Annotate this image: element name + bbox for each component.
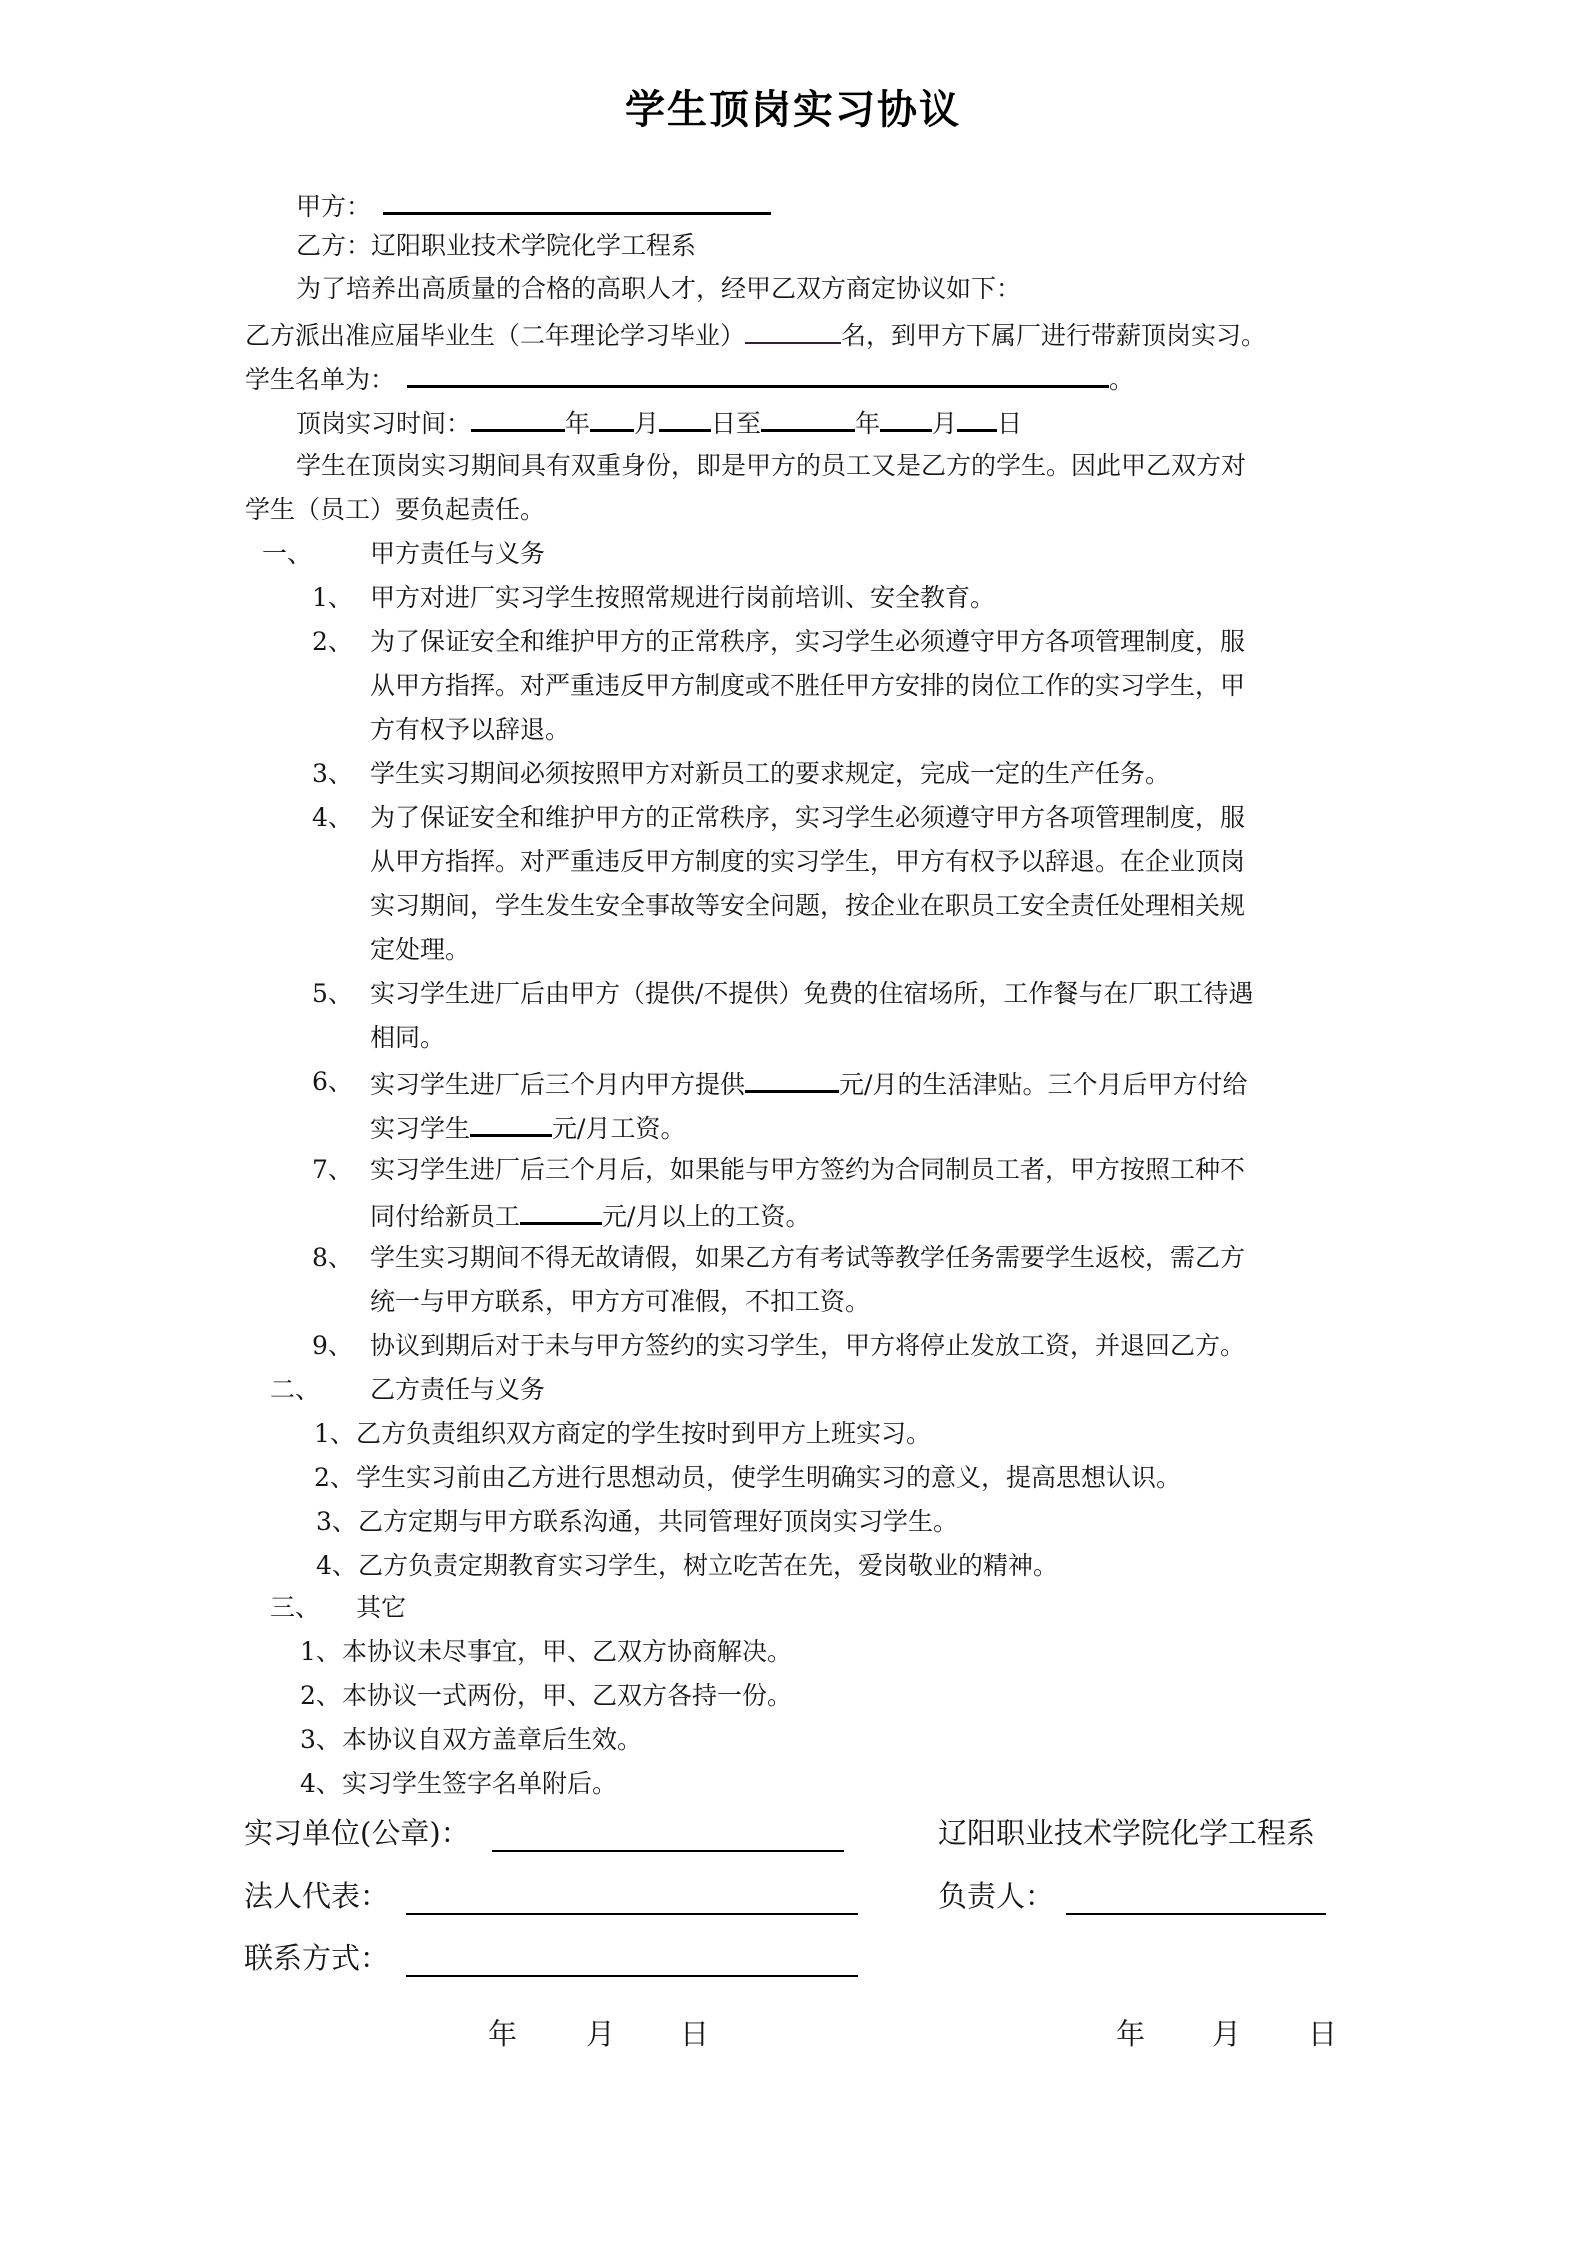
item-number: 5、 xyxy=(312,979,353,1008)
item-number: 4、 xyxy=(300,1769,341,1798)
start-year-blank[interactable] xyxy=(471,405,565,432)
item-number: 2、 xyxy=(314,1463,355,1492)
item-text: 学生实习期间不得无故请假，如果乙方有考试等教学任务需要学生返校，需乙方 xyxy=(370,1243,1246,1272)
dispatch-row xyxy=(245,318,1266,352)
left-date-year: 年 xyxy=(488,2017,518,2051)
item-number: 8、 xyxy=(312,1243,353,1272)
item-text: 相同。 xyxy=(370,1023,446,1052)
item-text: 本协议未尽事宜，甲、乙双方协商解决。 xyxy=(342,1637,793,1666)
party-b-row xyxy=(296,230,696,262)
new-employee-wage-blank[interactable] xyxy=(520,1198,602,1225)
item-text: 实习期间，学生发生安全事故等安全问题，按企业在职员工安全责任处理相关规 xyxy=(370,891,1246,920)
item-number: 7、 xyxy=(312,1155,353,1184)
contact-label: 联系方式： xyxy=(244,1941,390,1975)
item-text: 本协议自双方盖章后生效。 xyxy=(342,1725,643,1754)
living-allowance-blank[interactable] xyxy=(745,1066,839,1093)
end-day-blank[interactable] xyxy=(957,405,997,432)
item-number: 6、 xyxy=(312,1067,353,1096)
item-text: 乙方负责定期教育实习学生，树立吃苦在先，爱岗敬业的精神。 xyxy=(358,1551,1059,1580)
student-list-label: 学生名单为： xyxy=(245,365,396,394)
item-text: 统一与甲方联系，甲方方可准假，不扣工资。 xyxy=(370,1287,871,1316)
internship-unit-label: 实习单位(公章)： xyxy=(244,1816,470,1850)
to-word: 日至 xyxy=(711,409,762,438)
item-number: 9、 xyxy=(312,1331,353,1360)
person-in-charge-label: 负责人： xyxy=(938,1879,1055,1913)
item-text: 甲方对进厂实习学生按照常规进行岗前培训、安全教育。 xyxy=(370,583,996,612)
item-text: 协议到期后对于未与甲方签约的实习学生，甲方将停止发放工资，并退回乙方。 xyxy=(370,1331,1246,1360)
start-day-blank[interactable] xyxy=(659,405,711,432)
item-number: 3、 xyxy=(316,1507,357,1536)
start-month-blank[interactable] xyxy=(590,405,634,432)
item-text: 从甲方指挥。对严重违反甲方制度或不胜任甲方安排的岗位工作的实习学生，甲 xyxy=(370,671,1246,700)
item-text: 为了保证安全和维护甲方的正常秩序，实习学生必须遵守甲方各项管理制度，服 xyxy=(370,627,1246,656)
right-date-year: 年 xyxy=(1116,2017,1146,2051)
internship-unit-blank[interactable] xyxy=(492,1850,844,1852)
identity-line-2: 学生（员工）要负起责任。 xyxy=(245,495,546,524)
right-date-day: 日 xyxy=(1308,2017,1338,2051)
item-number: 1、 xyxy=(314,1419,355,1448)
item-text: 本协议一式两份，甲、乙双方各持一份。 xyxy=(342,1681,793,1710)
item-text: 实习学生进厂后三个月内甲方提供 xyxy=(370,1070,746,1099)
item-text: 实习学生签字名单附后。 xyxy=(342,1769,618,1798)
left-date-month: 月 xyxy=(586,2017,616,2051)
item-text: 实习学生进厂后三个月后，如果能与甲方签约为合同制员工者，甲方按照工种不 xyxy=(370,1155,1246,1184)
party-a-label: 甲方： xyxy=(296,192,372,221)
person-in-charge-blank[interactable] xyxy=(1066,1913,1326,1915)
party-b-label: 乙方： xyxy=(296,231,372,260)
section-1-heading: 甲方责任与义务 xyxy=(370,539,546,568)
college-org-name: 辽阳职业技术学院化学工程系 xyxy=(938,1816,1316,1850)
month-word: 月 xyxy=(932,409,958,438)
section-2-heading: 乙方责任与义务 xyxy=(370,1375,546,1404)
item-text: 元/月工资。 xyxy=(552,1114,686,1143)
item-number: 4、 xyxy=(312,803,353,832)
item-number: 1、 xyxy=(312,583,353,612)
item-text: 方有权予以辞退。 xyxy=(370,715,571,744)
student-list-end: 。 xyxy=(1109,365,1135,394)
item-number: 2、 xyxy=(312,627,353,656)
section-1-number: 一、 xyxy=(262,539,313,568)
item-text: 乙方定期与甲方联系沟通，共同管理好顶岗实习学生。 xyxy=(358,1507,959,1536)
right-date-month: 月 xyxy=(1212,2017,1242,2051)
item-text: 学生实习期间必须按照甲方对新员工的要求规定，完成一定的生产任务。 xyxy=(370,759,1171,788)
dispatch-before: 乙方派出准应届毕业生（二年理论学习毕业） xyxy=(245,321,746,350)
month-word: 月 xyxy=(634,409,660,438)
end-month-blank[interactable] xyxy=(880,405,932,432)
intro-text: 为了培养出高质量的合格的高职人才，经甲乙双方商定协议如下： xyxy=(296,274,1022,303)
item-number: 3、 xyxy=(312,759,353,788)
period-row xyxy=(296,405,1022,440)
year-word: 年 xyxy=(565,409,591,438)
item-7-line-2 xyxy=(370,1198,810,1233)
wage-blank[interactable] xyxy=(470,1110,552,1137)
legal-rep-blank[interactable] xyxy=(406,1913,858,1915)
student-list-blank[interactable] xyxy=(407,361,1109,388)
section-3-number: 三、 xyxy=(270,1593,321,1622)
item-number: 3、 xyxy=(300,1725,341,1754)
item-number: 1、 xyxy=(300,1637,341,1666)
document-title: 学生顶岗实习协议 xyxy=(625,87,961,133)
student-count-blank[interactable] xyxy=(745,318,841,344)
party-b-value: 辽阳职业技术学院化学工程系 xyxy=(371,231,697,260)
party-a-row xyxy=(296,188,771,223)
period-label: 顶岗实习时间： xyxy=(296,409,472,438)
left-date-day: 日 xyxy=(680,2017,710,2051)
year-word: 年 xyxy=(855,409,881,438)
item-text: 学生实习前由乙方进行思想动员，使学生明确实习的意义，提高思想认识。 xyxy=(356,1463,1182,1492)
item-text: 实习学生进厂后由甲方（提供/不提供）免费的住宿场所，工作餐与在厂职工待遇 xyxy=(370,979,1254,1008)
identity-line-1: 学生在顶岗实习期间具有双重身份，即是甲方的员工又是乙方的学生。因此甲乙双方对 xyxy=(296,451,1247,480)
item-text: 同付给新员工 xyxy=(370,1202,521,1231)
item-text: 乙方负责组织双方商定的学生按时到甲方上班实习。 xyxy=(356,1419,932,1448)
student-list-row xyxy=(245,361,1134,396)
dispatch-after: 名，到甲方下属厂进行带薪顶岗实习。 xyxy=(841,321,1267,350)
item-6-line-1 xyxy=(370,1066,1247,1101)
item-text: 实习学生 xyxy=(370,1114,471,1143)
item-number: 2、 xyxy=(300,1681,341,1710)
item-number: 4、 xyxy=(316,1551,357,1580)
item-text: 元/月以上的工资。 xyxy=(602,1202,811,1231)
day-word: 日 xyxy=(997,409,1023,438)
legal-rep-label: 法人代表： xyxy=(244,1879,390,1913)
contact-blank[interactable] xyxy=(406,1975,858,1977)
item-text: 定处理。 xyxy=(370,935,471,964)
section-2-number: 二、 xyxy=(270,1375,321,1404)
party-a-blank[interactable] xyxy=(383,188,771,215)
item-text: 元/月的生活津贴。三个月后甲方付给 xyxy=(839,1070,1248,1099)
item-6-line-2 xyxy=(370,1110,685,1145)
section-3-heading: 其它 xyxy=(356,1593,407,1622)
item-text: 为了保证安全和维护甲方的正常秩序，实习学生必须遵守甲方各项管理制度，服 xyxy=(370,803,1246,832)
end-year-blank[interactable] xyxy=(761,405,855,432)
item-text: 从甲方指挥。对严重违反甲方制度的实习学生，甲方有权予以辞退。在企业顶岗 xyxy=(370,847,1246,876)
